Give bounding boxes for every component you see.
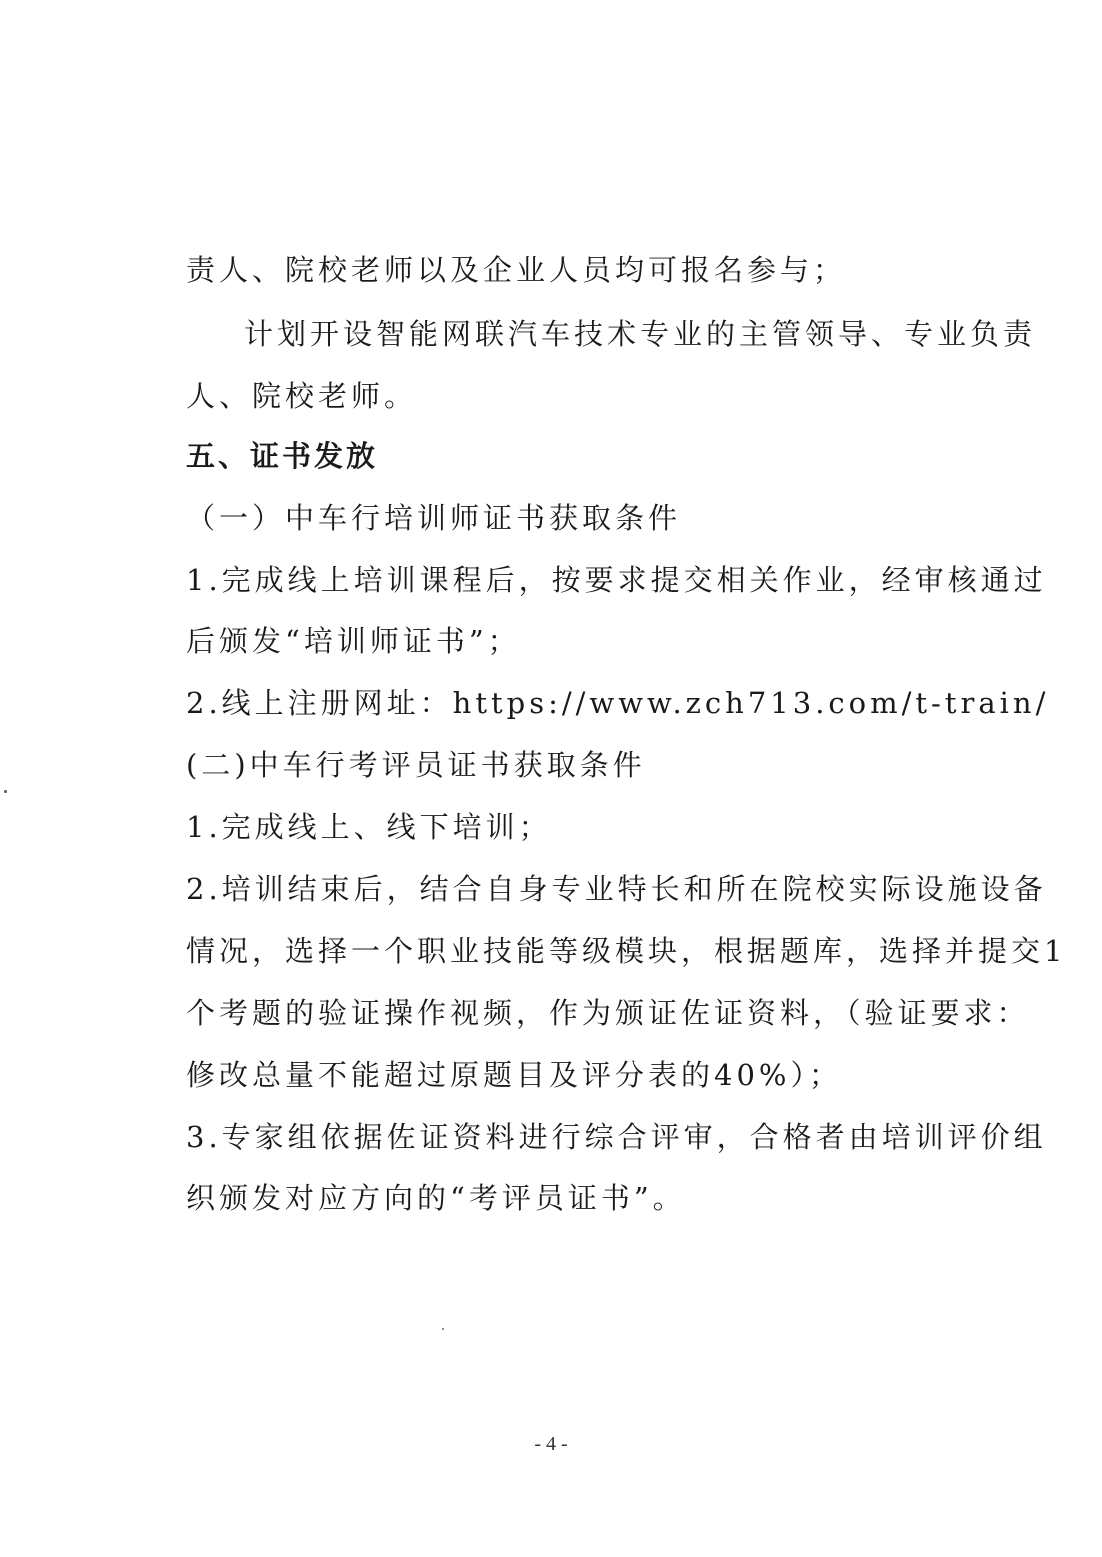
list-item-examiner-1: 1.完成线上、线下培训；: [186, 810, 552, 844]
subheading-examiner-certificate: (二)中车行考评员证书获取条件: [186, 748, 646, 782]
list-item-examiner-2: 2.培训结束后，结合自身专业特长和所在院校实际设施设备: [186, 872, 1047, 906]
paragraph-line-planned-major: 计划开设智能网联汽车技术专业的主管领导、专业负责: [244, 317, 1037, 351]
subheading-trainer-certificate: （一）中车行培训师证书获取条件: [186, 501, 682, 535]
list-item-examiner-2-cont-1: 情况，选择一个职业技能等级模块，根据题库，选择并提交1: [186, 934, 1067, 968]
section-heading-certificate-issuance: 五、证书发放: [186, 439, 379, 473]
list-item-trainer-2-url: 2.线上注册网址：https://www.zch713.com/t-train/: [186, 686, 1050, 720]
scan-speck: [442, 1328, 444, 1330]
list-item-examiner-2-cont-2: 个考题的验证操作视频，作为颁证佐证资料，（验证要求：: [186, 996, 1030, 1030]
list-item-trainer-1: 1.完成线上培训课程后，按要求提交相关作业，经审核通过: [186, 563, 1047, 597]
paragraph-line-planned-major-cont: 人、院校老师。: [186, 379, 418, 413]
scan-speck: [4, 790, 7, 793]
list-item-examiner-2-cont-3: 修改总量不能超过原题目及评分表的40%）；: [186, 1058, 842, 1092]
list-item-examiner-3-cont: 织颁发对应方向的“考评员证书”。: [186, 1181, 686, 1215]
list-item-examiner-3: 3.专家组依据佐证资料进行综合评审，合格者由培训评价组: [186, 1120, 1047, 1154]
paragraph-line-eligibility-end: 责人、院校老师以及企业人员均可报名参与；: [186, 253, 847, 287]
page-number: - 4 -: [534, 1433, 568, 1455]
list-item-trainer-1-cont: 后颁发“培训师证书”；: [186, 624, 521, 658]
